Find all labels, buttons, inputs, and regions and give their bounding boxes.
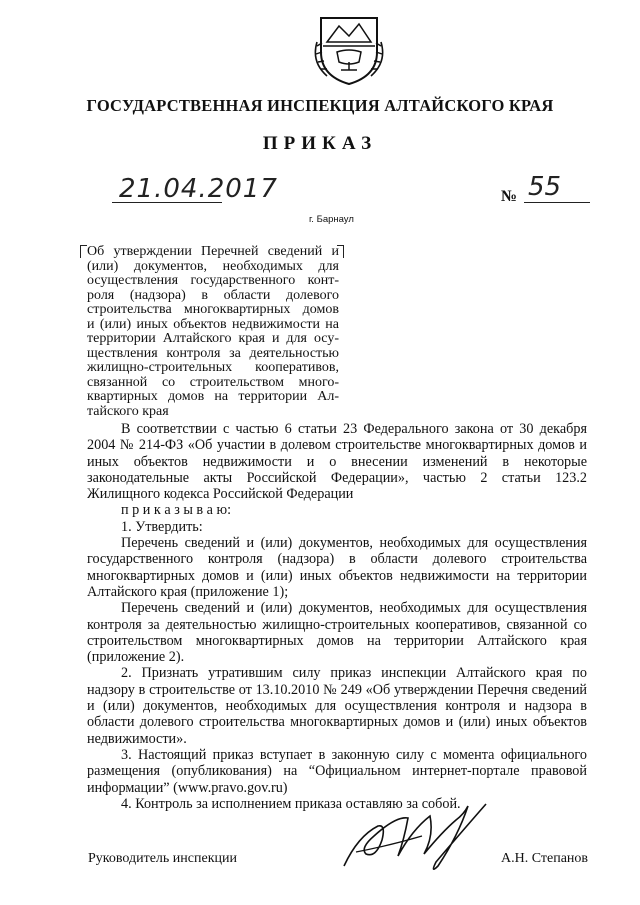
preamble-paragraph: В соответствии с частью 6 статьи 23 Федерального закона от 30 декабря 2004 № 214-ФЗ «Об участии в долевом строительстве многоквартирных домов и иных объектов недвижимости и о внесении изменений в некоторые законодательные акты Российской Федерации», частью 2 статьи 123.2 Жилищного кодекса Российской Федерации (87, 421, 587, 503)
subject-line: (или) документов, необходимых для (87, 258, 339, 274)
subject-line: жилищно-строительных кооперативов, (87, 360, 339, 375)
organization-title: ГОСУДАРСТВЕННАЯ ИНСПЕКЦИЯ АЛТАЙСКОГО КРАЯ (86, 96, 554, 115)
item-1-list-2: Перечень сведений и (или) документов, необходимых для осуществления контроля за деятельностью жилищно-строительных кооперативов, связанной со строительством многоквартирных домов на территории Алтайского края (приложение 2). (87, 600, 587, 666)
subject-line: связанной со строительством много- (87, 374, 339, 390)
signatory-role: Руководитель инспекции (88, 851, 237, 866)
subject-line: строительства многоквартирных домов (87, 302, 339, 317)
item-1: 1. Утвердить: (121, 518, 203, 535)
signatory-name: А.Н. Степанов (501, 851, 589, 866)
handwritten-signature (338, 796, 488, 876)
subject-line: тайского края (87, 403, 169, 419)
subject-line: квартирных домов на территории Ал- (87, 389, 339, 404)
subject-line: территории Алтайского края и для осу- (87, 331, 339, 346)
subject-bracket-left (80, 245, 87, 258)
item-4: 4. Контроль за исполнением приказа оставляю за собой. (121, 795, 461, 812)
order-number: 55 (528, 172, 562, 202)
document-type-title: ПРИКАЗ (262, 133, 378, 154)
date-underline (112, 202, 222, 203)
order-body (87, 421, 587, 812)
subject-line: Об утверждении Перечней сведений и (87, 244, 339, 259)
order-subject (87, 245, 339, 419)
city-label: г. Барнаул (309, 214, 354, 225)
subject-line: ществления контроля за деятельностью (87, 345, 339, 361)
subject-line: осуществления государственного конт- (87, 273, 339, 288)
item-2: 2. Признать утратившим силу приказ инспекции Алтайского края по надзору в строительстве от 13.10.2010 № 249 «Об утверждении Перечня сведений и (или) документов, необходимых для осуществления контроля и надзора в области долевого строительства многоквартирных домов и (или) иных объектов недвижимости». (87, 665, 587, 747)
order-word: п р и к а з ы в а ю: (121, 502, 232, 519)
subject-line: и (или) иных объектов недвижимости на (87, 316, 339, 332)
item-3: 3. Настоящий приказ вступает в законную силу с момента официального размещения (опубликования) на “Официальном интернет-портале правовой информации” (www.pravo.gov.ru) (87, 746, 587, 796)
item-1-list-1: Перечень сведений и (или) документов, необходимых для осуществления государственного контроля (надзора) в области долевого строительства многоквартирных домов и (или) иных объектов недвижимости на территории Алтайского края (приложение 1); (87, 535, 587, 600)
subject-line: роля (надзора) в области долевого (87, 287, 339, 303)
order-date: 21.04.2017 (119, 174, 278, 204)
altai-krai-coat-of-arms-icon (313, 12, 385, 86)
number-label: № (501, 188, 518, 205)
number-underline (524, 202, 590, 203)
